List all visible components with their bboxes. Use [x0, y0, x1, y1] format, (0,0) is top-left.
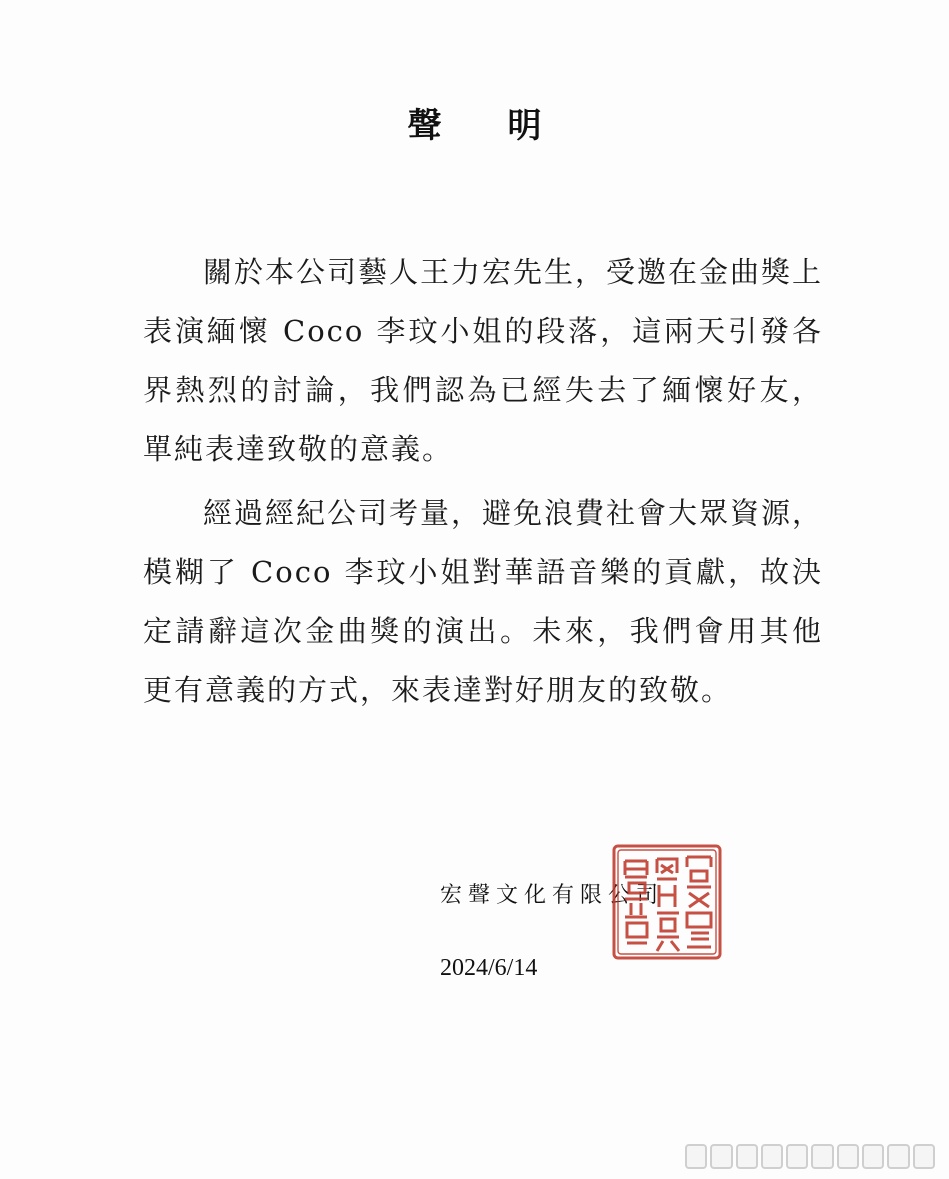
company-signature: 宏聲文化有限公司 [440, 883, 665, 908]
document-date: 2024/6/14 [440, 955, 538, 981]
company-seal-icon [611, 843, 723, 961]
document-title: 聲明 [407, 106, 608, 146]
paragraph-1: 關於本公司藝人王力宏先生，受邀在金曲獎上表演緬懷 Coco 李玟小姐的段落，這兩天引發各界熱烈的討論，我們認為已經失去了緬懷好友，單純表達致敬的意義。 [143, 255, 824, 466]
paragraph-2: 經過經紀公司考量，避免浪費社會大眾資源，模糊了 Coco 李玟小姐對華語音樂的貢獻，故決定請辭這次金曲獎的演出。未來，我們會用其他更有意義的方式，來表達對好朋友的致敬。 [143, 496, 824, 707]
watermark-icon [685, 1143, 935, 1169]
